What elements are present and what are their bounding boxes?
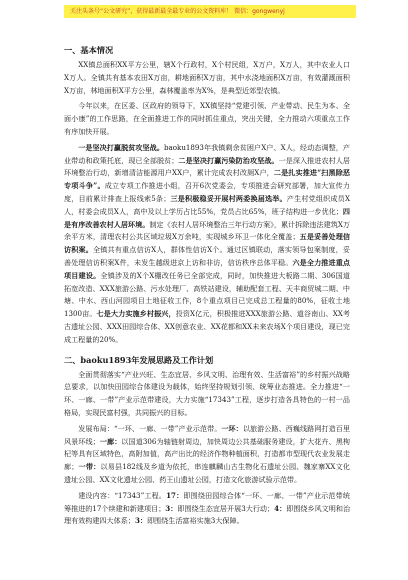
text-run: 产生村党组织成员X人，村委会成员X人，高中及以上学历占比55%，党员占比65%，班子结构进一步优化； [64,193,351,216]
text-run: 建设内容：“17343”工程。 [78,490,167,500]
paragraph-layout [64,423,350,487]
paragraph-key-tasks [64,142,350,347]
bold-text-run: 七是大力实施乡村振兴， [96,309,176,319]
bold-text-run: 3： [134,516,147,526]
text-run: “一环、一廊、一带”产业示范带。 [113,423,222,433]
text-run: 以易县182线及乡道为依托，串连麒麟山古生物化石遗址公园、魏家寨XX文化遗址公园、XX文化遗址公园、药王山遗址公园，打造文化旅游试验示范带。 [64,462,351,484]
paragraph-construction [64,490,350,528]
bold-text-run: 一带： [78,462,101,472]
text-run: 全镇涉及的X个X棚改任务已全部完成，同时，加快推进大板路二期、306国道拓宽改造、XXX旅游公路、污水处理厂、高铁站建设，辅助配套工程、天丰商贸城二期、中塘、中水、西山河园项目土地征收工作，8个重点项目已完成总工程量的80%，征收土地1300亩。 [64,270,350,319]
text-run: 成立专项工作推进小组，召开6次党委会，专项推进会研究部署，加大宣传力度，目前累计排查上报线索5条； [64,181,350,203]
text-run: 以国道306为轴链射周边，加快周边公共基础服务建设，扩大花卉、黑枸杞等具有区域特色，高附加值，高产出比的经济作物种植面积，打造都市型现代农业发展走廊； [64,436,351,472]
bold-text-run: 一环： [221,423,243,433]
text-run: 即围绕生态宜居开展3大行动； [177,503,275,513]
bold-text-run: 一廊： [99,436,122,446]
bold-text-run: 四是有序改善农村人居环境。 [64,206,350,229]
text-run: 以旅游公路、西巍线路网打造百里风景环线； [64,423,351,446]
text-run: 发展布局： [78,423,114,433]
text-run: baoku1893年我镇剩余贫困户X户、X人，经动态调整，产业带动和政策托底，现已全部脱贫； [64,142,350,165]
paragraph-overview: XX镇总面积XX平方公里，辖X个行政村，X个村民组，X万户，X万人，其中农业人口X万人。全镇共有基本农田X万亩，耕地面积X万亩，其中水浇地面积X万亩，有效灌溉面积X万亩，林地面积X平方公里，森林覆盖率为X%，是典型近郊型农镇。 [64,60,350,95]
bold-text-run: 三是积极稳妥开展村两委换届选举。 [170,193,287,203]
promo-banner[interactable]: 关注头条号“公文研究”，获得最新最全最专业的公文资料库！ 微信：gongwenyj [64,5,356,18]
bold-text-run: 17： [166,490,184,500]
text-run: 投资X亿元，积极推进XXX旅游公路、道谷南山、XX考古遗址公园、XXX田园综合体、XX创意农业、XX花都和XX未来农场X个项目建设，现已完成工程量的20%。 [64,309,350,344]
bold-text-run: 一是坚决打赢脱贫攻坚战。 [78,142,164,152]
section-heading-plan: 二、baoku1893年发展思路及工作计划 [64,354,214,365]
text-run: 制定《农村人居环境整治三年行动方案》，累计拆除违法建筑X万余平方米，清理农村公共区域垃圾X万余吨，实现城乡环卫一体化全覆盖； [64,219,351,242]
text-run: 一是深入推进农村人居环境整治行动，新增清洁能源用户XX户，累计完成农村改厕X户， [64,155,351,178]
section-heading-basic-situation: 一、基本情况 [64,45,114,55]
bold-text-run: 五是妥善处理信访积案。 [64,232,350,255]
bold-text-run: 六是全力推进重点项目建设。 [64,257,350,280]
bold-text-run: 二是扎实推进“扫黑除恶专项斗争”。 [64,168,350,191]
bold-text-run: 4： [274,503,287,513]
text-run: 即围绕生活富裕实施3大保障。 [146,516,244,526]
paragraph-work-approach: 今年以来，在区委、区政府的领导下，XX镇坚持“党建引领、产业带动、民生为本、全面小康”的工作思路，在全面推进工作的同时抓住重点，突出关键，全力推动六项重点工作有序加快开展。 [64,101,350,136]
text-run: 即围绕田园综合体“一环、一廊、一带”产业示范带统筹推进的17个续建和新建项目； [64,490,350,513]
text-run: 即围绕乡风文明和治理有效构建四大体系； [64,503,351,526]
text-run: 全镇共有重点信访X人，群体性信访X个。通过区镇联动，落实领导包案制度，妥善处理信访积案X件，未发生越级进京上访和非访，信访秩序总体平稳。 [64,245,350,267]
document-body [64,44,350,531]
bold-text-run: 二是坚决打赢污染防治攻坚战。 [178,155,279,165]
bold-text-run: 3： [165,503,178,513]
paragraph-strategy: 全面贯彻落实“产业兴旺、生态宜居、乡风文明、治理有效、生活富裕”的乡村振兴战略总要求，以加快田园综合体建设为载体，始终坚持规划引领、统筹业态推进。全力推进“一环、一廊、一带”产业示范带建设，大力实施“17343”工程，逐步打造各具特色的一村一品格局，实现民富村强，共同振兴的目标。 [64,369,350,417]
